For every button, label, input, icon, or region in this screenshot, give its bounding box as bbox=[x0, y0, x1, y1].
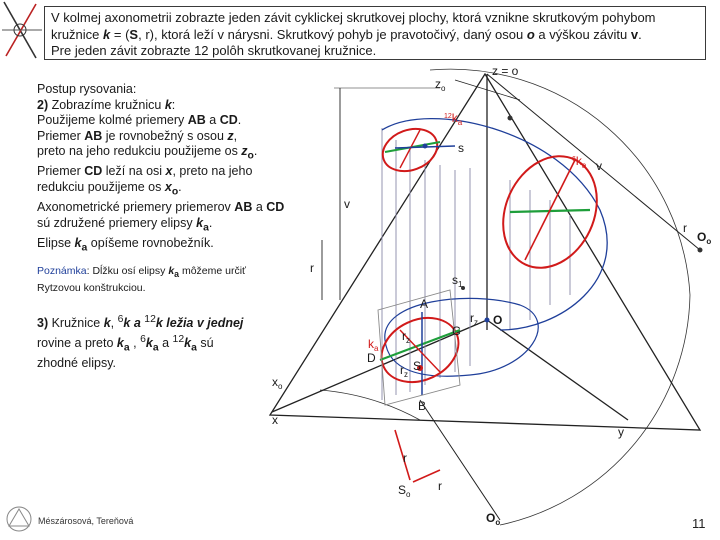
label-s: s bbox=[458, 141, 464, 155]
construction-line-so bbox=[420, 400, 500, 520]
label-xo-sub: o bbox=[278, 382, 283, 391]
label-rz2-main: r bbox=[402, 329, 406, 343]
label-rz3-main: r bbox=[400, 363, 404, 377]
label-Oo-bottom bbox=[486, 511, 500, 527]
subscript: a bbox=[174, 269, 180, 280]
label-AB: AB bbox=[234, 200, 253, 215]
step-text: Použijeme kolmé priemery bbox=[37, 113, 188, 128]
step-text: je rovnobežný s osou bbox=[102, 128, 228, 143]
label-zo-main: z bbox=[435, 77, 441, 91]
subscript: o bbox=[247, 150, 254, 162]
label-xo-main: x bbox=[272, 375, 278, 389]
task-text: = ( bbox=[110, 26, 130, 42]
axonometric-triangle bbox=[270, 74, 700, 430]
label-AB: AB bbox=[84, 128, 103, 143]
step-text: sú združené priemery elipsy bbox=[37, 215, 197, 230]
superscript: 6 bbox=[117, 314, 124, 325]
label-So-sub: o bbox=[406, 490, 411, 499]
step-text: Kružnice bbox=[48, 316, 104, 331]
step-text: , bbox=[110, 316, 118, 331]
label-z: z bbox=[227, 128, 234, 143]
step-text: Axonometrické priemery priemerov bbox=[37, 200, 235, 215]
label-zo: z bbox=[241, 144, 248, 159]
construction-line-so-3 bbox=[413, 470, 440, 482]
step-text: rovine a preto bbox=[37, 335, 117, 350]
label-xo: x bbox=[164, 180, 172, 195]
task-v: v bbox=[630, 26, 639, 42]
step-text: a bbox=[252, 200, 267, 215]
task-text: a výškou závitu bbox=[534, 26, 631, 42]
axis-y bbox=[487, 320, 628, 420]
step-text: , preto na jeho bbox=[172, 164, 253, 179]
subscript: o bbox=[171, 186, 179, 198]
label-y: y bbox=[618, 425, 624, 439]
label-CD: CD bbox=[266, 200, 285, 215]
label-rz-2 bbox=[402, 329, 410, 345]
label-A: A bbox=[420, 297, 429, 311]
step-text: . bbox=[253, 144, 258, 159]
task-k: k bbox=[103, 26, 111, 42]
projection-circle-arc bbox=[430, 69, 690, 525]
label-CD: CD bbox=[84, 164, 103, 179]
subscript: a bbox=[191, 342, 197, 354]
step-text: preto na jeho redukciu použijeme os bbox=[37, 144, 242, 159]
subscript: a bbox=[123, 342, 130, 354]
step-text: . bbox=[208, 215, 213, 230]
page-number: 11 bbox=[692, 516, 706, 531]
step-text: redukciu použijeme os bbox=[37, 180, 165, 195]
point-o bbox=[485, 318, 490, 323]
label-k6-sub: a bbox=[581, 161, 587, 170]
step-text: Priemer bbox=[37, 128, 85, 143]
label-6k: k a bbox=[123, 316, 145, 331]
label-ka: k bbox=[74, 235, 82, 250]
label-k12-sup: 12 bbox=[444, 113, 452, 120]
label-AB: AB bbox=[187, 113, 206, 128]
subscript: a bbox=[152, 342, 159, 354]
label-v: v bbox=[596, 159, 602, 173]
label-rz-sub: z bbox=[474, 318, 478, 327]
label-rz bbox=[470, 311, 478, 327]
label-k6 bbox=[572, 154, 587, 170]
step-text: sú bbox=[196, 335, 214, 350]
label-k: k bbox=[103, 316, 111, 331]
label-ka: k bbox=[168, 265, 175, 277]
step-k: k bbox=[164, 97, 172, 112]
superscript: 6 bbox=[140, 333, 146, 345]
task-o: o bbox=[526, 26, 535, 42]
label-ka-sub: a bbox=[374, 344, 379, 353]
step-text: : bbox=[171, 97, 176, 112]
step-number: 2) bbox=[37, 97, 49, 112]
label-S: S bbox=[413, 359, 422, 373]
label-rz2-sub: z bbox=[406, 336, 410, 345]
label-12k: k ležia v jednej bbox=[155, 316, 244, 331]
note-text: : Dĺžku osí elipsy bbox=[86, 265, 169, 277]
label-Oo bbox=[697, 230, 711, 246]
task-line-1: V kolmej axonometrii zobrazte jeden závit cyklickej skrutkovej plochy, ktorá vznikne skrutkovým pohybom bbox=[51, 10, 656, 25]
steps-heading: Postup rysovania: bbox=[37, 82, 137, 96]
point-v bbox=[508, 116, 513, 121]
label-Oo-b-sub: o bbox=[495, 518, 501, 527]
superscript: 12 bbox=[172, 333, 185, 345]
label-s1-sub: 1 bbox=[458, 280, 463, 289]
label-k12-sub: a bbox=[457, 118, 463, 127]
label-Oo-b-main: O bbox=[486, 511, 496, 525]
label-x: x bbox=[165, 164, 173, 179]
label-C: C bbox=[452, 324, 461, 338]
label-ka: k bbox=[116, 335, 124, 350]
task-text: , r), ktorá leží v nárysni. Skrutkový pohyb je pravotočivý, daný osou bbox=[138, 26, 527, 42]
label-s1-main: s bbox=[452, 273, 458, 287]
step-text: . bbox=[237, 113, 242, 128]
step-text: a bbox=[205, 113, 220, 128]
point-oo bbox=[698, 248, 703, 253]
label-Oo-sub: o bbox=[706, 237, 712, 246]
task-line-3: Pre jeden závit zobrazte 12 polôh skrutkovanej kružnice. bbox=[51, 43, 377, 58]
label-k6-sup: 6 bbox=[572, 156, 576, 163]
label-k12-main: k bbox=[451, 111, 458, 125]
step-text: Priemer bbox=[37, 164, 85, 179]
label-x: x bbox=[272, 413, 278, 427]
label-O: O bbox=[493, 313, 503, 327]
label-z-eq-o: z = o bbox=[492, 64, 519, 78]
label-ka: k bbox=[184, 335, 192, 350]
label-B: B bbox=[418, 399, 427, 413]
label-Oo-main: O bbox=[697, 230, 707, 244]
label-CD: CD bbox=[219, 113, 238, 128]
subscript: a bbox=[203, 222, 209, 234]
point-s bbox=[423, 144, 428, 149]
step3-line-3: zhodné elipsy. bbox=[37, 356, 116, 370]
step-text: . bbox=[178, 180, 182, 195]
label-ka: k bbox=[196, 215, 204, 230]
label-ka: k bbox=[145, 335, 153, 350]
subscript: a bbox=[81, 242, 88, 254]
note-text: môžeme určiť bbox=[179, 265, 246, 277]
step-number: 3) bbox=[37, 316, 49, 331]
task-text: . bbox=[638, 26, 642, 42]
task-S: S bbox=[129, 26, 139, 42]
note-line-2: Rytzovou konštrukciou. bbox=[37, 282, 146, 295]
step-text: a bbox=[158, 335, 173, 350]
label-rz3-sub: z bbox=[404, 370, 408, 379]
label-D: D bbox=[367, 351, 376, 365]
note-label: Poznámka bbox=[37, 265, 87, 277]
task-text: kružnice bbox=[51, 26, 104, 42]
circumscribed-parallelogram bbox=[378, 290, 460, 405]
superscript: 12 bbox=[144, 314, 156, 325]
label-So-main: S bbox=[398, 483, 407, 497]
step-text: Elipse bbox=[37, 235, 75, 250]
label-r-bottom: r bbox=[403, 451, 407, 465]
label-r-left: r bbox=[310, 261, 314, 275]
label-zo-sub: o bbox=[441, 84, 446, 93]
label-v-dimension: v bbox=[344, 197, 350, 211]
label-rz-3 bbox=[400, 363, 408, 379]
label-xo bbox=[272, 375, 283, 391]
footer-authors: Mészárosová, Tereňová bbox=[38, 516, 134, 526]
label-rz-main: r bbox=[470, 311, 474, 325]
label-ka-main: k bbox=[368, 337, 374, 351]
step-text: , bbox=[233, 128, 238, 143]
step-text: opíšeme rovnobežník. bbox=[87, 235, 214, 250]
step-text: Zobrazíme kružnicu bbox=[48, 97, 165, 112]
step-text: , bbox=[129, 335, 141, 350]
university-logo bbox=[4, 504, 34, 534]
helix-curve bbox=[382, 119, 607, 330]
label-zo bbox=[435, 77, 446, 93]
label-k6-main: k bbox=[575, 154, 582, 168]
label-r: r bbox=[683, 221, 687, 235]
step-text: leží na osi bbox=[102, 164, 166, 179]
label-So bbox=[398, 483, 411, 499]
label-s1 bbox=[452, 273, 463, 289]
projection-circle-arc-left bbox=[320, 390, 420, 420]
label-r-bottom-2: r bbox=[438, 479, 442, 493]
